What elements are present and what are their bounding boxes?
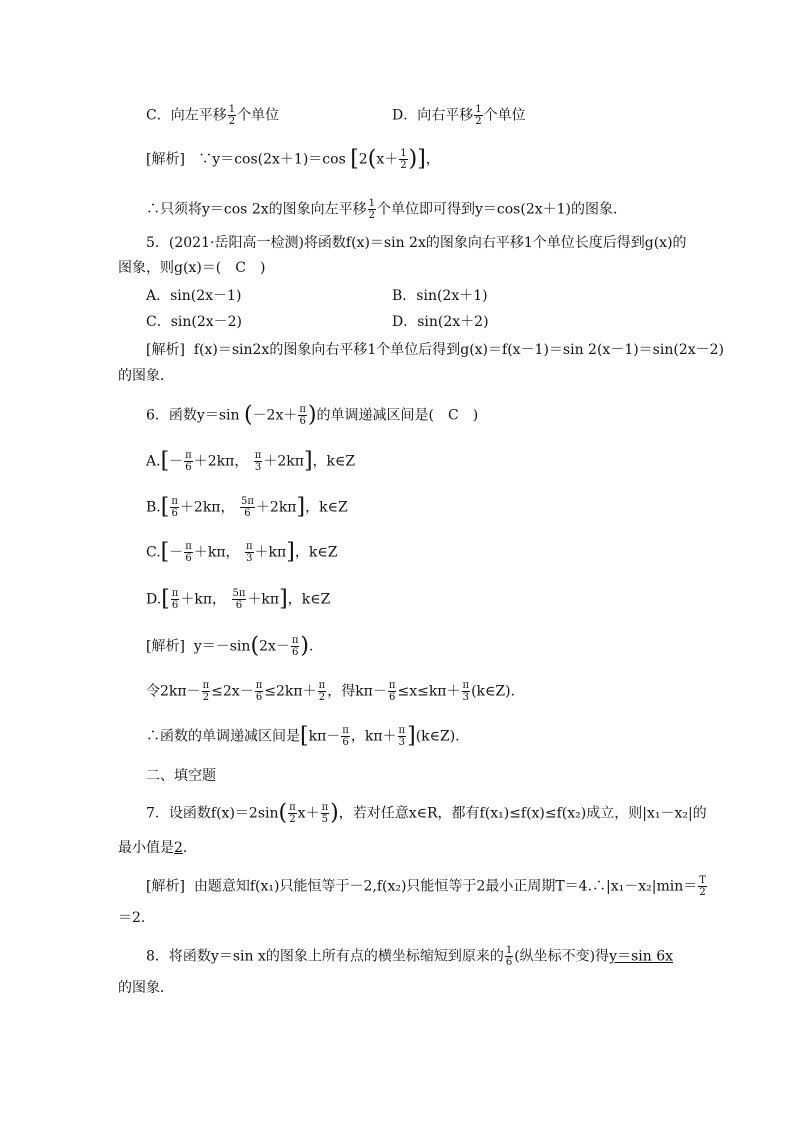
q6-step: 令2kπ－ $\frac{\pi}{2}$ ≤2x－ $\frac{\pi}{6}$ ≤2kπ＋ $\frac{\pi}{2}$ ，得kπ－ $\frac{\pi}{6}$ ≤x≤kπ＋ $\frac{\pi}{3}$ (k∈Z)． <box>146 680 525 703</box>
fraction: $\frac{1}{2}$ <box>368 198 375 221</box>
q7-analysis-end: ＝2. <box>118 910 146 926</box>
q5-stem-line2: 图象，则g(x)＝( C ) <box>118 260 266 276</box>
q5-analysis-line2: 的图象． <box>118 368 174 384</box>
q4-conclusion: ∴只须将y＝cos 2x的图象向左平移 $\frac{1}{2}$ 个单位即可得到y＝cos(2x＋1)的图象． <box>146 198 627 221</box>
analysis-label: [解析] <box>146 151 185 168</box>
q6-stem: 6．函数y＝sin (－2x＋ $\frac{\pi}{6}$ )的单调递减区间是( C ) <box>146 402 479 428</box>
answer-blank: 2 <box>174 840 183 856</box>
analysis-label: [解析] <box>146 878 185 895</box>
q5-option-c: C．sin(2x－2) <box>146 314 243 330</box>
q4-analysis: [解析] ∵y＝cos(2x＋1)＝cos [2(x＋ $\frac{1}{2}$ )]， <box>146 146 440 172</box>
fraction: $\frac{1}{2}$ <box>475 104 482 127</box>
q7-stem-line2: 最小值是2． <box>118 840 197 856</box>
q5-option-b: B．sin(2x＋1) <box>392 288 488 304</box>
q6-option-c: C.[－ $\frac{\pi}{6}$ ＋kπ， $\frac{\pi}{3}$ ＋kπ]，k∈Z <box>146 539 338 565</box>
q8-stem-line2: 的图象． <box>118 980 174 996</box>
q6-option-d: D.[ $\frac{\pi}{6}$ ＋kπ， $\frac{5\pi}{6}$ ＋kπ]，k∈Z <box>146 586 331 612</box>
fraction: $\frac{1}{2}$ <box>228 104 236 127</box>
answer-blank: y＝sin 6x <box>609 948 673 965</box>
section-heading: 二、填空题 <box>146 768 216 784</box>
fraction: $\frac{1}{2}$ <box>400 148 407 171</box>
q6-option-a: A.[－ $\frac{\pi}{6}$ ＋2kπ， $\frac{\pi}{3}$ ＋2kπ]，k∈Z <box>146 448 356 474</box>
analysis-label: [解析] <box>146 342 185 358</box>
analysis-label: [解析] <box>146 638 185 655</box>
q4-option-d: D．向右平移 $\frac{1}{2}$ 个单位 <box>392 104 526 127</box>
q5-analysis: [解析] f(x)＝sin2x的图象向右平移1个单位后得到g(x)＝f(x－1)＝sin 2(x－1)＝sin(2x－2) <box>146 342 724 358</box>
q6-analysis: [解析] y＝－sin(2x－ $\frac{\pi}{6}$ ). <box>146 633 314 659</box>
q7-stem: 7．设函数f(x)＝2sin( $\frac{\pi}{2}$ x＋ $\frac{\pi}{5}$ )，若对任意x∈R，都有f(x₁)≤f(x)≤f(x₂)成立，则|x₁－x₂|的 <box>146 800 707 826</box>
q6-conclusion: ∴函数的单调递减区间是[kπ－ $\frac{\pi}{6}$ ，kπ＋ $\frac{\pi}{3}$ ](k∈Z)． <box>146 723 470 749</box>
q4-option-c: C．向左平移 $\frac{1}{2}$ 个单位 <box>146 104 280 127</box>
q6-option-b: B.[ $\frac{\pi}{6}$ ＋2kπ， $\frac{5\pi}{6}$ ＋2kπ]，k∈Z <box>146 494 348 520</box>
q5-option-a: A．sin(2x－1) <box>146 288 242 304</box>
q5-option-d: D．sin(2x＋2) <box>392 314 489 330</box>
q8-stem: 8．将函数y＝sin x的图象上所有点的横坐标缩短到原来的 $\frac{1}{6}$ (纵坐标不变)得y＝sin 6x <box>146 945 673 968</box>
q7-analysis: [解析] 由题意知f(x₁)只能恒等于－2,f(x₂)只能恒等于2最小正周期T＝4.∴|x₁－x₂|min＝ $\frac{T}{2}$ <box>146 875 706 898</box>
q5-stem-line1: 5．(2021·岳阳高一检测)将函数f(x)＝sin 2x的图象向右平移1个单位长度后得到g(x)的 <box>146 235 687 251</box>
